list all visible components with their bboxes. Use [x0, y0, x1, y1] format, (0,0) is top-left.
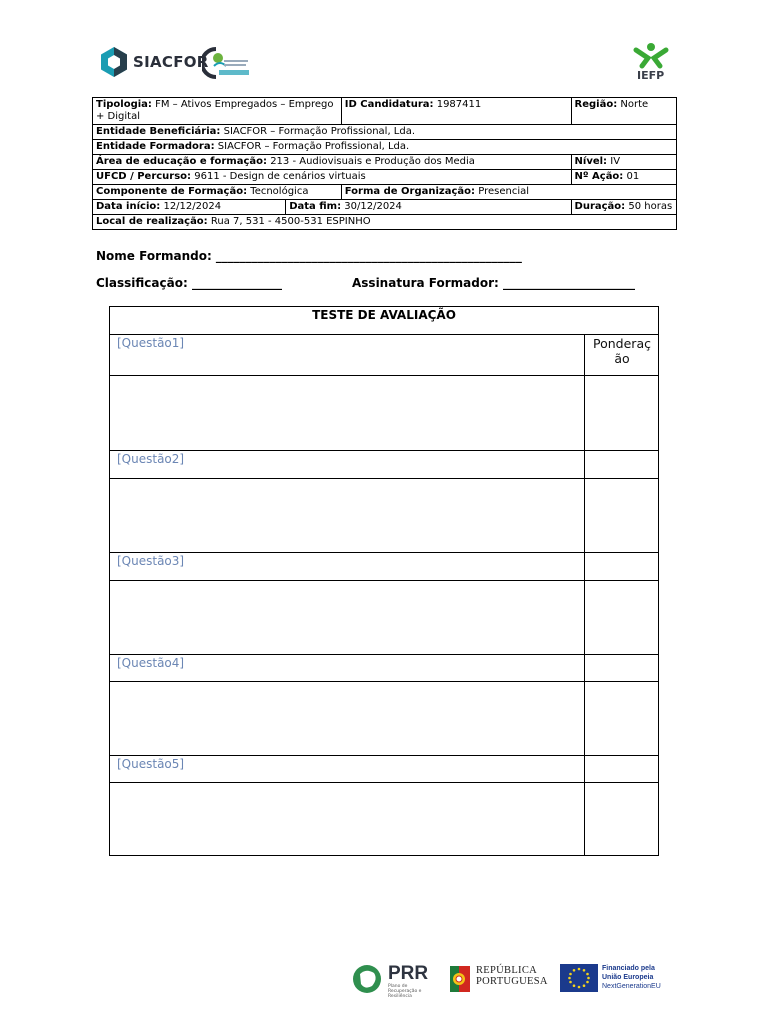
table-row	[93, 125, 677, 140]
entidade-beneficiaria-cell: Entidade Beneficiária: SIACFOR – Formação Profissional, Lda.	[93, 125, 677, 140]
table-row	[93, 155, 677, 170]
test-title-row	[110, 307, 658, 335]
componente-cell: Componente de Formação: Tecnológica	[93, 185, 342, 200]
question-header-row	[110, 335, 658, 376]
duracao-cell: Duração: 50 horas	[571, 200, 676, 215]
id-candidatura-cell: ID Candidatura: 1987411	[341, 98, 571, 125]
answer-row[interactable]	[110, 783, 658, 855]
table-row	[93, 170, 677, 185]
portugal-coat-of-arms-icon	[448, 964, 472, 994]
question-1-label[interactable]: [Questão1]	[117, 336, 185, 350]
data-inicio-cell: Data início: 12/12/2024	[93, 200, 286, 215]
answer-row[interactable]	[110, 376, 658, 451]
forma-organizacao-cell: Forma de Organização: Presencial	[341, 185, 676, 200]
regiao-cell: Região: Norte	[571, 98, 676, 125]
nome-formando-field[interactable]: Nome Formando: ___________________________________________________	[96, 249, 522, 263]
iefp-logo-text: IEFP	[637, 69, 665, 82]
table-row	[93, 140, 677, 155]
answer-5-area[interactable]	[110, 783, 585, 855]
certification-seal-icon	[202, 46, 252, 80]
course-info-table	[92, 97, 677, 230]
entidade-formadora-cell: Entidade Formadora: SIACFOR – Formação Profissional, Lda.	[93, 140, 677, 155]
certified-entity-logo	[202, 46, 252, 80]
table-row	[93, 215, 677, 230]
question-header-row	[110, 451, 658, 479]
table-row	[93, 98, 677, 125]
table-row	[93, 200, 677, 215]
test-table	[109, 306, 659, 856]
test-title: TESTE DE AVALIAÇÃO	[312, 308, 456, 322]
question-header-row	[110, 655, 658, 682]
question-header-row	[110, 553, 658, 581]
question-3-label[interactable]: [Questão3]	[117, 554, 185, 568]
data-fim-cell: Data fim: 30/12/2024	[286, 200, 571, 215]
prr-text: PRR	[388, 963, 429, 984]
local-realizacao-cell: Local de realização: Rua 7, 531 - 4500-531 ESPINHO	[93, 215, 677, 230]
prr-subtitle: Plano de Recuperação e Resiliência	[388, 984, 422, 999]
answer-3-area[interactable]	[110, 581, 585, 654]
answer-4-area[interactable]	[110, 682, 585, 755]
answer-row[interactable]	[110, 581, 658, 655]
question-4-label[interactable]: [Questão4]	[117, 656, 185, 670]
ponderacao-header: Ponderaç ão	[593, 336, 651, 366]
eu-flag-icon	[560, 964, 598, 992]
nivel-cell: Nível: IV	[571, 155, 676, 170]
classificacao-field[interactable]: Classificação: _______________	[96, 276, 282, 290]
siacfor-logo-text: SIACFOR	[133, 53, 209, 71]
republica-portuguesa-text: REPÚBLICA PORTUGUESA	[476, 965, 548, 987]
prr-map-icon	[352, 964, 384, 994]
iefp-emblem-icon	[628, 42, 674, 70]
answer-2-area[interactable]	[110, 479, 585, 552]
table-row	[93, 185, 677, 200]
area-formacao-cell: Área de educação e formação: 213 - Audiovisuais e Produção dos Media	[93, 155, 572, 170]
answer-1-area[interactable]	[110, 376, 585, 450]
ufcd-cell: UFCD / Percurso: 9611 - Design de cenários virtuais	[93, 170, 572, 185]
n-acao-cell: Nº Ação: 01	[571, 170, 676, 185]
answer-row[interactable]	[110, 682, 658, 756]
tipologia-cell: Tipologia: FM – Ativos Empregados – Emprego + Digital	[93, 98, 342, 125]
iefp-logo	[628, 42, 674, 84]
question-header-row	[110, 756, 658, 783]
siacfor-logo	[98, 46, 209, 80]
siacfor-hexagon-icon	[98, 46, 130, 78]
answer-row[interactable]	[110, 479, 658, 553]
question-5-label[interactable]: [Questão5]	[117, 757, 185, 771]
funding-footer	[352, 962, 662, 999]
assinatura-formador-field[interactable]: Assinatura Formador: ______________________	[352, 276, 636, 290]
eu-funding-text: Financiado pela União Europeia NextGenerationEU	[602, 965, 661, 990]
question-2-label[interactable]: [Questão2]	[117, 452, 185, 466]
